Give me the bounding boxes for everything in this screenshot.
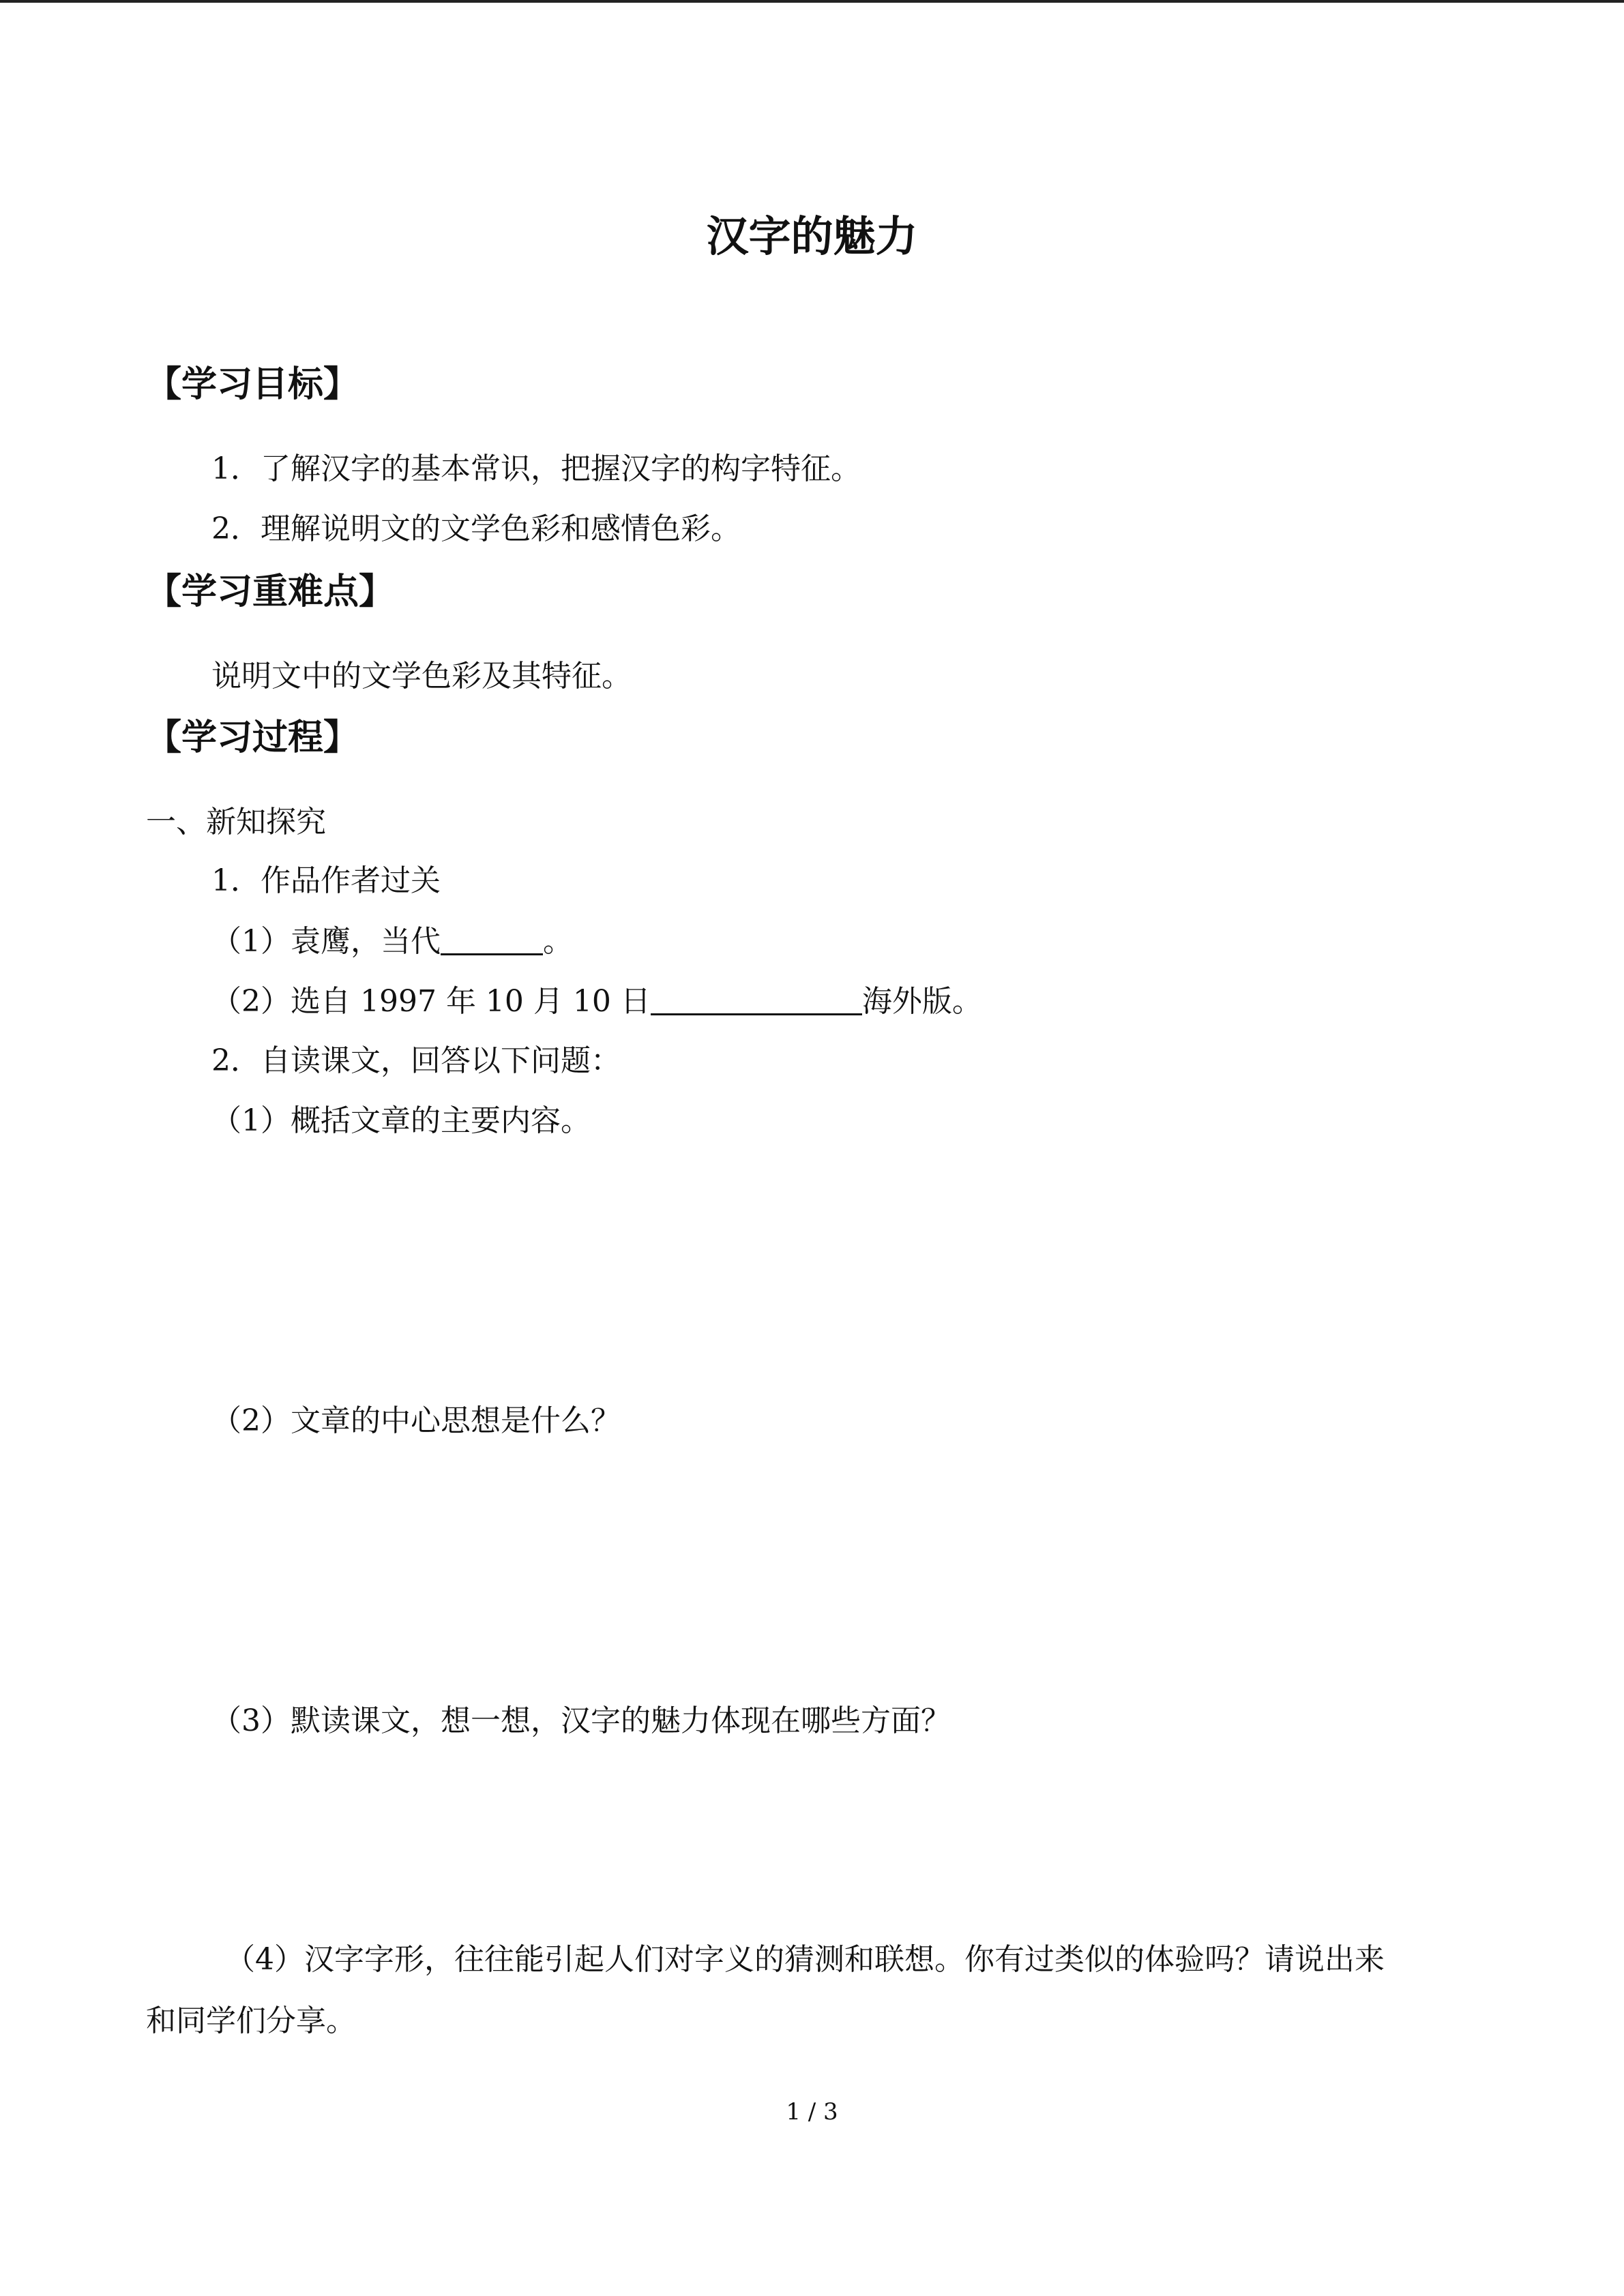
- question-1-2: [211, 986, 982, 1017]
- document-title: 汉字的魅力: [706, 211, 918, 261]
- answer-blank: [441, 926, 543, 955]
- page-top-border: [0, 0, 1624, 3]
- page-number: 1 / 3: [786, 2098, 838, 2126]
- question-2-2: （2）文章的中心思想是什么？: [211, 1403, 621, 1438]
- question-2-title: 2．自读课文，回答以下问题：: [211, 1043, 621, 1078]
- question-2-4-line-1: （4）汉字字形，往往能引起人们对字义的猜测和联想。你有过类似的体验吗？请说出来: [225, 1942, 1385, 1977]
- question-1-1-end: 。: [543, 924, 573, 959]
- objective-item-1: 1．了解汉字的基本常识，把握汉字的构字特征。: [211, 451, 861, 486]
- question-1-2-text: （2）选自 1997 年 10 月 10 日: [211, 984, 651, 1019]
- question-2-3: （3）默读课文，想一想，汉字的魅力体现在哪些方面？: [211, 1703, 951, 1738]
- process-heading: 【学习过程】: [146, 717, 359, 758]
- question-1-2-end: 海外版。: [861, 984, 982, 1019]
- key-points-heading: 【学习重难点】: [146, 571, 395, 612]
- section-new-knowledge: 一、新知探究: [146, 805, 326, 839]
- key-points-text: 说明文中的文学色彩及其特征。: [211, 659, 632, 694]
- question-1-title: 1．作品作者过关: [211, 863, 441, 898]
- objective-item-2: 2．理解说明文的文学色彩和感情色彩。: [211, 511, 741, 546]
- question-2-4-line-2: 和同学们分享。: [146, 2003, 356, 2038]
- answer-blank: [651, 986, 862, 1015]
- question-1-1-text: （1）袁鹰，当代: [211, 924, 441, 959]
- question-1-1: [211, 926, 573, 957]
- question-2-1: （1）概括文章的主要内容。: [211, 1103, 591, 1138]
- objectives-heading: 【学习目标】: [146, 364, 359, 405]
